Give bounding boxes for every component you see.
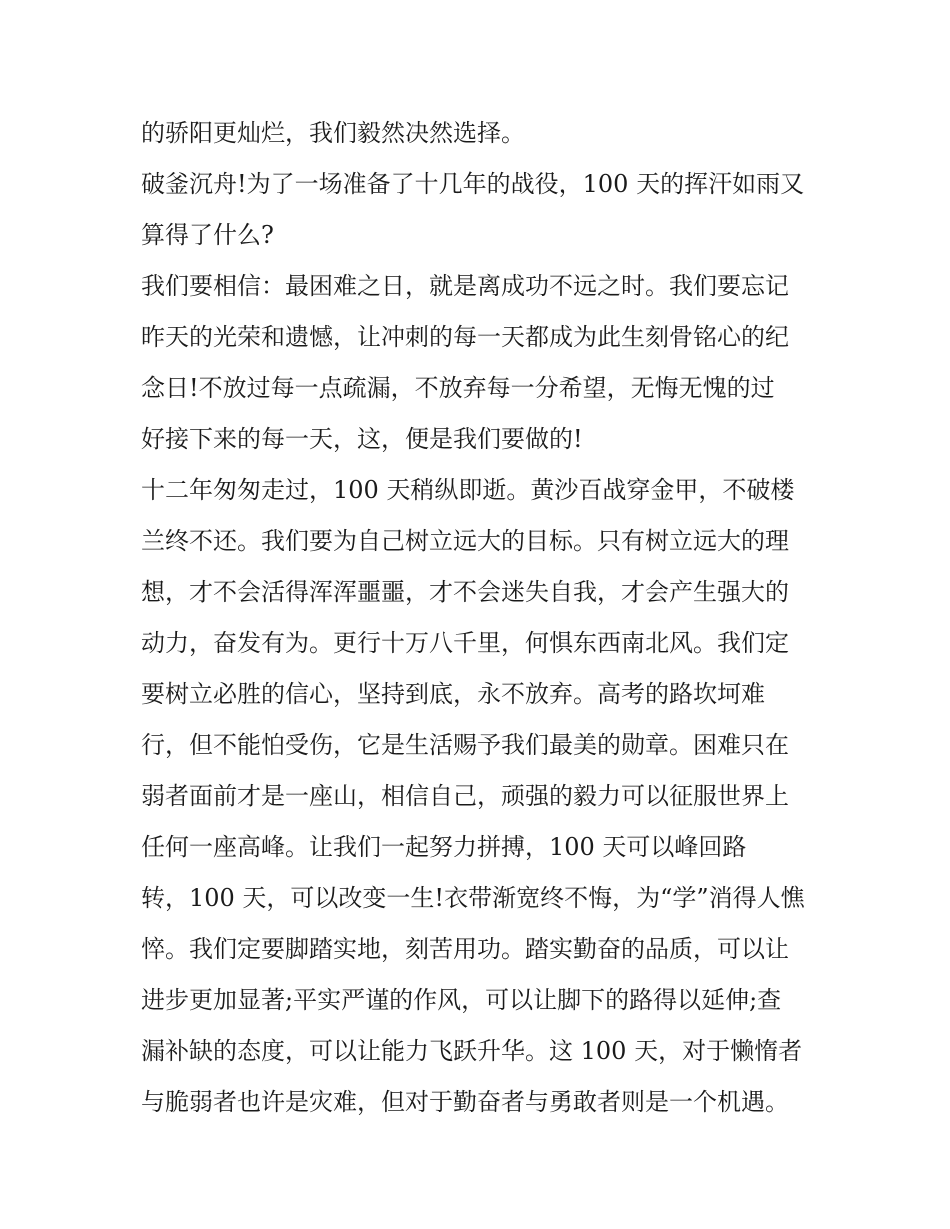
text-line: 动力，奋发有为。更行十万八千里，何惧东西南北风。我们定 xyxy=(141,629,789,657)
text-line: 悴。我们定要脚踏实地，刻苦用功。踏实勤奋的品质，可以让 xyxy=(141,935,789,963)
body-text xyxy=(141,108,821,1128)
text-line: 转，100 天，可以改变一生!衣带渐宽终不悔，为“学”消得人憔 xyxy=(141,884,805,912)
text-line: 要树立必胜的信心，坚持到底，永不放弃。高考的路坎坷难 xyxy=(141,680,765,708)
text-line: 念日!不放过每一点疏漏，不放弃每一分希望，无悔无愧的过 xyxy=(141,374,775,402)
text-line: 与脆弱者也许是灾难，但对于勤奋者与勇敢者则是一个机遇。 xyxy=(141,1088,789,1116)
text-line: 弱者面前才是一座山，相信自己，顽强的毅力可以征服世界上 xyxy=(141,782,789,810)
text-line: 兰终不还。我们要为自己树立远大的目标。只有树立远大的理 xyxy=(141,527,789,555)
text-line: 十二年匆匆走过，100 天稍纵即逝。黄沙百战穿金甲，不破楼 xyxy=(141,476,795,504)
text-line: 我们要相信：最困难之日，就是离成功不远之时。我们要忘记 xyxy=(141,272,789,300)
text-line: 昨天的光荣和遗憾，让冲刺的每一天都成为此生刻骨铭心的纪 xyxy=(141,323,789,351)
text-line: 的骄阳更灿烂，我们毅然决然选择。 xyxy=(141,119,525,147)
text-line: 算得了什么? xyxy=(141,221,274,249)
text-line: 进步更加显著;平实严谨的作风，可以让脚下的路得以延伸;查 xyxy=(141,986,782,1014)
text-line: 破釜沉舟!为了一场准备了十几年的战役，100 天的挥汗如雨又 xyxy=(141,170,805,198)
text-line: 任何一座高峰。让我们一起努力拼搏，100 天可以峰回路 xyxy=(141,833,747,861)
text-line: 想，才不会活得浑浑噩噩，才不会迷失自我，才会产生强大的 xyxy=(141,578,789,606)
text-line: 漏补缺的态度，可以让能力飞跃升华。这 100 天，对于懒惰者 xyxy=(141,1037,803,1065)
text-line: 行，但不能怕受伤，它是生活赐予我们最美的勋章。困难只在 xyxy=(141,731,789,759)
text-line: 好接下来的每一天，这，便是我们要做的! xyxy=(141,425,583,453)
